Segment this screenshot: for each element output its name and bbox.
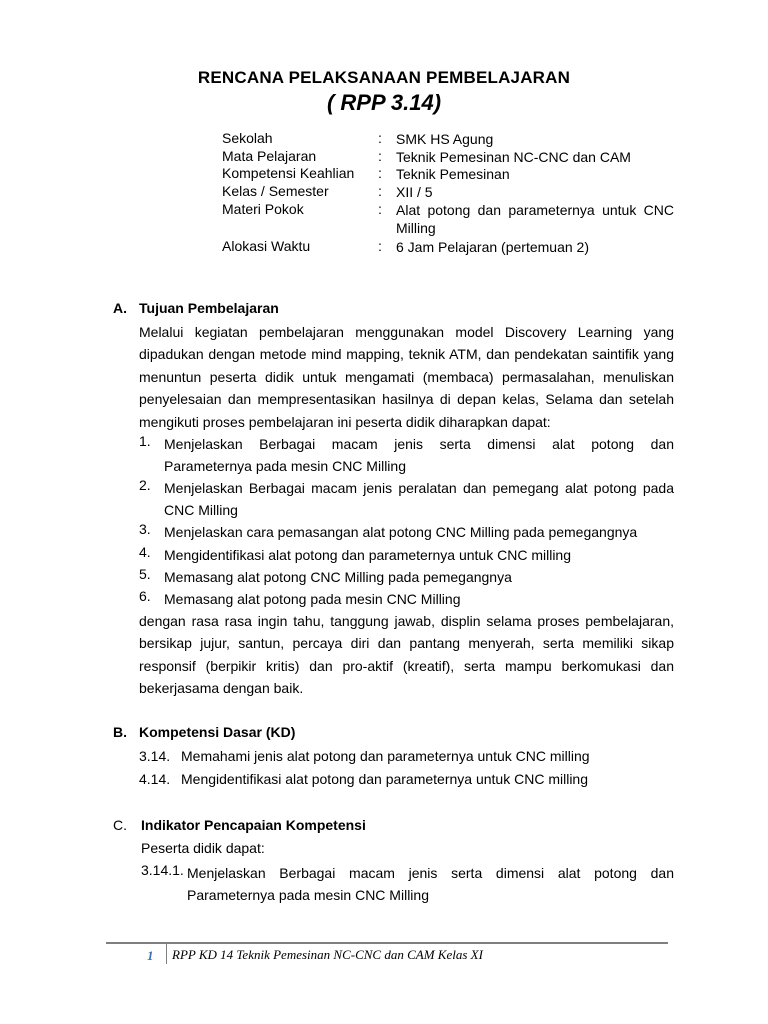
list-item — [164, 477, 674, 522]
document-title: RENCANA PELAKSANAAN PEMBELAJARAN — [197, 68, 571, 87]
info-label-class: Kelas / Semester — [222, 183, 329, 199]
info-value-topic-line2: Milling — [396, 220, 436, 236]
info-label-competency: Kompetensi Keahlian — [222, 165, 355, 181]
info-value-school: SMK HS Agung — [396, 131, 494, 147]
list-item — [164, 433, 674, 478]
indicator-line: Menjelaskan Berbagai macam jenis serta dimensi alat potong dan — [187, 865, 674, 881]
page-number: 1 — [147, 948, 154, 963]
info-value-class: XII / 5 — [396, 184, 433, 200]
paragraph-line: mengikuti proses pembelajaran ini peserta didik diharapkan dapat: — [139, 413, 551, 430]
paragraph-line: responsif (berpikir kritis) dan pro-aktif (kreatif), serta mampu berkomukasi dan — [139, 657, 674, 674]
indicator-number: 3.14.1. — [141, 862, 184, 878]
indicator-line: Parameternya pada mesin CNC Milling — [187, 887, 429, 904]
list-item-line: Menjelaskan Berbagai macam jenis serta dimensi alat potong dan — [164, 436, 674, 452]
kd-number: 4.14. — [139, 771, 171, 787]
footer-text: RPP KD 14 Teknik Pemesinan NC-CNC dan CAM Kelas XI — [172, 947, 483, 962]
footer-separator — [166, 944, 167, 964]
section-a-intro — [139, 321, 674, 433]
paragraph-line: menuntun peserta didik untuk mengamati (membaca) permasalahan, menuliskan — [139, 368, 674, 385]
section-c-letter: C. — [113, 817, 127, 833]
info-colon: : — [378, 201, 382, 217]
list-number: 5. — [139, 566, 151, 582]
section-b-letter: B. — [113, 724, 127, 740]
indicator-item — [187, 862, 674, 907]
section-a-closing — [139, 610, 674, 700]
list-number: 2. — [139, 477, 151, 493]
document-subtitle: ( RPP 3.14) — [326, 90, 442, 115]
info-value-time: 6 Jam Pelajaran (pertemuan 2) — [396, 239, 589, 255]
list-item: Mengidentifikasi alat potong dan parameternya untuk CNC milling — [164, 547, 571, 563]
info-colon: : — [378, 238, 382, 254]
section-c-title: Indikator Pencapaian Kompetensi — [141, 817, 366, 833]
kd-text: Mengidentifikasi alat potong dan parameternya untuk CNC milling — [181, 771, 588, 787]
info-value-subject: Teknik Pemesinan NC-CNC dan CAM — [396, 149, 631, 165]
section-a-letter: A. — [113, 300, 127, 316]
paragraph-line: penyelesaian dan mempresentasikan hasilnya di depan kelas, Selama dan setelah — [139, 391, 674, 408]
info-value-competency: Teknik Pemesinan — [396, 166, 510, 182]
list-item-line: CNC Milling — [164, 502, 238, 519]
list-number: 6. — [139, 588, 151, 604]
info-label-school: Sekolah — [222, 130, 273, 146]
list-item: Menjelaskan cara pemasangan alat potong CNC Milling pada pemegangnya — [164, 524, 638, 540]
list-item-line: Parameternya pada mesin CNC Milling — [164, 458, 406, 475]
info-label-subject: Mata Pelajaran — [222, 148, 317, 164]
list-item-line: Menjelaskan Berbagai macam jenis peralatan dan pemegang alat potong pada — [164, 480, 674, 496]
paragraph-line: Melalui kegiatan pembelajaran menggunakan model Discovery Learning yang — [139, 324, 674, 340]
section-c-intro: Peserta didik dapat: — [141, 840, 265, 856]
info-label-time: Alokasi Waktu — [222, 238, 311, 254]
list-number: 1. — [139, 433, 151, 449]
paragraph-line: dipadukan dengan metode mind mapping, teknik ATM, dan pendekatan saintifik yang — [139, 346, 674, 363]
info-colon: : — [378, 183, 382, 199]
info-colon: : — [378, 130, 382, 146]
list-item: Memasang alat potong pada mesin CNC Milling — [164, 591, 461, 607]
list-number: 3. — [139, 521, 151, 537]
kd-number: 3.14. — [139, 748, 171, 764]
paragraph-line: dengan rasa rasa ingin tahu, tanggung jawab, displin selama proses pembelajaran, — [139, 613, 674, 629]
info-label-topic: Materi Pokok — [222, 201, 304, 217]
info-colon: : — [378, 165, 382, 181]
footer-rule — [106, 942, 668, 944]
kd-text: Memahami jenis alat potong dan parameternya untuk CNC milling — [181, 748, 590, 764]
list-number: 4. — [139, 544, 151, 560]
section-b-title: Kompetensi Dasar (KD) — [139, 724, 296, 740]
info-colon: : — [378, 148, 382, 164]
list-item: Memasang alat potong CNC Milling pada pemegangnya — [164, 569, 512, 585]
paragraph-line: bersikap jujur, santun, percaya diri dan pantang menyerah, serta memiliki sikap — [139, 635, 674, 652]
section-a-title: Tujuan Pembelajaran — [139, 300, 279, 316]
info-value-topic-line1: Alat potong dan parameternya untuk CNC — [396, 202, 674, 218]
paragraph-line: bekerjasama dengan baik. — [139, 680, 304, 697]
